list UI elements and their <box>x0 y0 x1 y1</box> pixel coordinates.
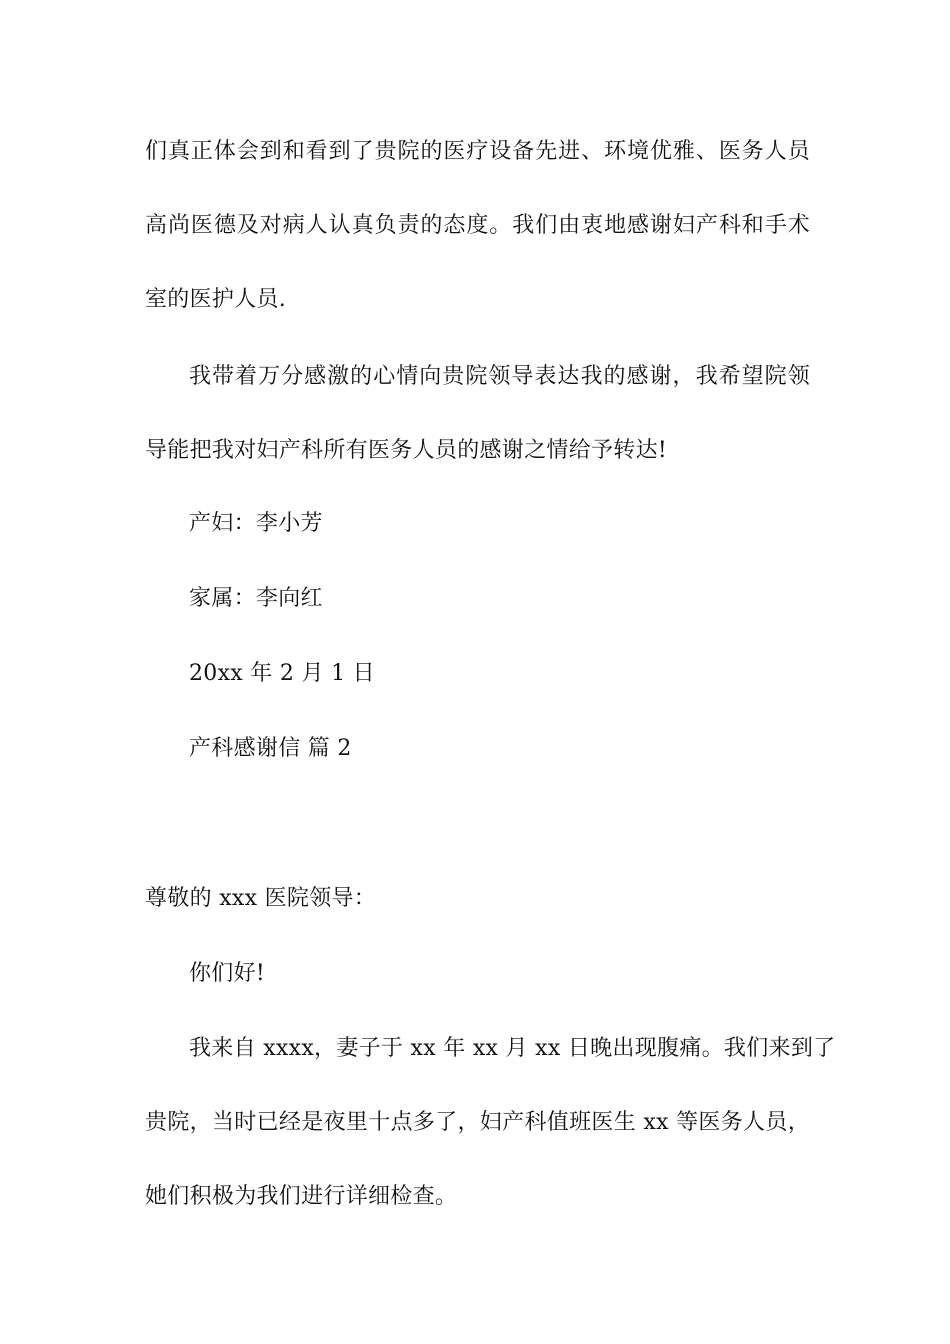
paragraph-line: 导能把我对妇产科所有医务人员的感谢之情给予转达! <box>145 438 668 463</box>
salutation: 尊敬的 xxx 医院领导： <box>145 886 377 911</box>
signature-family: 家属：李向红 <box>189 586 323 611</box>
paragraph-line: 我带着万分感激的心情向贵院领导表达我的感谢，我希望院领 <box>189 364 810 389</box>
section-heading: 产科感谢信 篇 2 <box>189 736 352 761</box>
paragraph-line: 贵院，当时已经是夜里十点多了，妇产科值班医生 xx 等医务人员， <box>145 1110 810 1135</box>
paragraph-line: 她们积极为我们进行详细检查。 <box>145 1184 458 1209</box>
letter-date: 20xx 年 2 月 1 日 <box>189 661 375 686</box>
greeting: 你们好! <box>189 961 266 986</box>
signature-mother: 产妇：李小芳 <box>189 511 323 536</box>
paragraph-line: 室的医护人员. <box>145 287 287 312</box>
paragraph-line: 我来自 xxxx，妻子于 xx 年 xx 月 xx 日晚出现腹痛。我们来到了 <box>189 1036 836 1061</box>
paragraph-line: 们真正体会到和看到了贵院的医疗设备先进、环境优雅、医务人员 <box>145 139 810 164</box>
paragraph-line: 高尚医德及对病人认真负责的态度。我们由衷地感谢妇产科和手术 <box>145 213 810 238</box>
